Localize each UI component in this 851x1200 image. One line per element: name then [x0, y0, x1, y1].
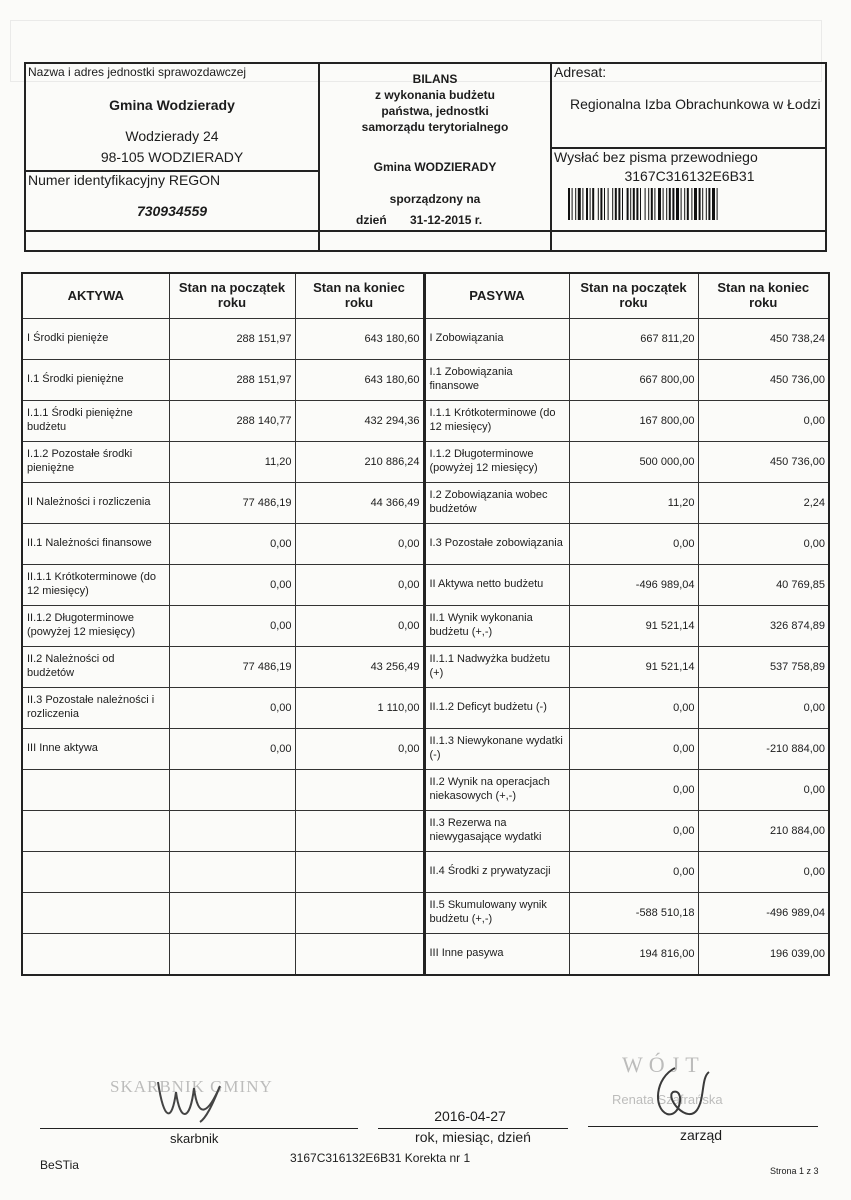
unit-name: Gmina Wodzierady: [109, 97, 235, 113]
asset-end-value: [295, 893, 424, 934]
assets-end-header: Stan na koniec roku: [295, 273, 424, 319]
day-label: dzień: [356, 213, 387, 227]
asset-label: [22, 852, 169, 893]
asset-label: II.2 Należności od budżetów: [22, 647, 169, 688]
asset-end-value: 210 886,24: [295, 442, 424, 483]
document-code: 3167C316132E6B31: [624, 168, 755, 184]
liability-start-value: -588 510,18: [569, 893, 698, 934]
barcode-bar: [640, 188, 641, 220]
liability-start-value: 194 816,00: [569, 934, 698, 976]
liability-end-value: 326 874,89: [698, 606, 829, 647]
liability-end-value: 210 884,00: [698, 811, 829, 852]
asset-start-value: 288 151,97: [169, 360, 295, 401]
barcode-bar: [717, 188, 718, 220]
barcode-bar: [604, 188, 605, 220]
liability-label: II.2 Wynik na operacjach niekasowych (+,-): [424, 770, 569, 811]
asset-label: III Inne aktywa: [22, 729, 169, 770]
barcode-bar: [706, 188, 707, 220]
barcode-bar: [598, 188, 599, 220]
liability-end-value: 2,24: [698, 483, 829, 524]
asset-label: [22, 934, 169, 976]
table-row: [22, 770, 829, 811]
barcode-bar: [633, 188, 635, 220]
report-subtitle-1: z wykonania budżetu: [374, 88, 495, 102]
liability-start-value: 0,00: [569, 729, 698, 770]
barcode-bar: [684, 188, 685, 220]
asset-label: I.1.1 Środki pieniężne budżetu: [22, 401, 169, 442]
table-row: [22, 606, 829, 647]
asset-end-value: 44 366,49: [295, 483, 424, 524]
asset-end-value: [295, 852, 424, 893]
barcode-bar: [672, 188, 674, 220]
treasurer-stamp: SKARBNIK GMINY: [110, 1077, 273, 1096]
asset-start-value: 77 486,19: [169, 483, 295, 524]
barcode-bar: [612, 188, 613, 220]
liability-start-value: 91 521,14: [569, 606, 698, 647]
liability-label: II.5 Skumulowany wynik budżetu (+,-): [424, 893, 569, 934]
treasurer-line: [40, 1128, 358, 1129]
unit-street: Wodzierady 24: [125, 128, 219, 144]
prepared-label: sporządzony na: [389, 192, 481, 206]
liability-start-value: 167 800,00: [569, 401, 698, 442]
table-row: [22, 893, 829, 934]
correction-code: 3167C316132E6B31 Korekta nr 1: [290, 1151, 471, 1165]
treasurer-label: skarbnik: [170, 1131, 219, 1146]
signature-date: 2016-04-27: [434, 1108, 506, 1124]
liability-label: I.1.1 Krótkoterminowe (do 12 miesięcy): [424, 401, 569, 442]
treasurer-signature: [150, 1062, 230, 1128]
asset-end-value: 0,00: [295, 565, 424, 606]
barcode-bar: [568, 188, 570, 220]
asset-end-value: 0,00: [295, 606, 424, 647]
asset-start-value: [169, 934, 295, 976]
mayor-stamp: WÓJT: [622, 1052, 705, 1077]
regon-label: Numer identyfikacyjny REGON: [28, 172, 221, 188]
table-row: [22, 729, 829, 770]
barcode-bar: [575, 188, 576, 220]
liabilities-end-header: Stan na koniec roku: [698, 273, 829, 319]
table-row: [22, 401, 829, 442]
asset-label: II.1.1 Krótkoterminowe (do 12 miesięcy): [22, 565, 169, 606]
liability-label: II.1.3 Niewykonane wydatki (-): [424, 729, 569, 770]
asset-start-value: [169, 852, 295, 893]
barcode-bar: [699, 188, 701, 220]
liability-start-value: -496 989,04: [569, 565, 698, 606]
liability-label: I.2 Zobowiązania wobec budżetów: [424, 483, 569, 524]
date-label: rok, miesiąc, dzień: [415, 1129, 531, 1145]
page-number: Strona 1 z 3: [770, 1166, 819, 1176]
liability-label: III Inne pasywa: [424, 934, 569, 976]
barcode-bar: [658, 188, 661, 220]
barcode-bar: [630, 188, 631, 220]
report-date: 31-12-2015 r.: [410, 213, 483, 227]
liability-end-value: 450 736,00: [698, 442, 829, 483]
barcode-bar: [691, 188, 692, 220]
table-row: [22, 360, 829, 401]
liability-label: I.3 Pozostałe zobowiązania: [424, 524, 569, 565]
barcode-bar: [694, 188, 697, 220]
assets-start-header: Stan na początek roku: [169, 273, 295, 319]
barcode-bar: [586, 188, 588, 220]
barcode-bar: [681, 188, 682, 220]
asset-label: I.1.2 Pozostałe środki pieniężne: [22, 442, 169, 483]
table-row: [22, 565, 829, 606]
table-row: [22, 934, 829, 976]
liability-end-value: 0,00: [698, 770, 829, 811]
liability-start-value: 0,00: [569, 811, 698, 852]
barcode-bar: [708, 188, 710, 220]
asset-start-value: 288 140,77: [169, 401, 295, 442]
asset-start-value: 0,00: [169, 688, 295, 729]
liability-label: I.1 Zobowiązania finansowe: [424, 360, 569, 401]
table-row: [22, 811, 829, 852]
liability-end-value: 450 736,00: [698, 360, 829, 401]
asset-label: [22, 893, 169, 934]
table-row: [22, 483, 829, 524]
asset-start-value: 11,20: [169, 442, 295, 483]
liability-end-value: 0,00: [698, 524, 829, 565]
asset-start-value: 0,00: [169, 565, 295, 606]
liability-end-value: 0,00: [698, 401, 829, 442]
table-row: [22, 524, 829, 565]
assets-header: AKTYWA: [22, 273, 169, 319]
unit-label: Nazwa i adres jednostki sprawozdawczej: [28, 65, 247, 79]
entity-name: Gmina WODZIERADY: [373, 160, 497, 174]
liability-start-value: 11,20: [569, 483, 698, 524]
addressee-name: Regionalna Izba Obrachunkowa w Łodzi: [570, 96, 821, 112]
barcode-bar: [666, 188, 667, 220]
report-subtitle-2: państwa, jednostki: [381, 104, 489, 118]
asset-label: I Środki pienięże: [22, 319, 169, 360]
asset-start-value: [169, 770, 295, 811]
liability-label: II.3 Rezerwa na niewygasające wydatki: [424, 811, 569, 852]
liability-label: I Zobowiązania: [424, 319, 569, 360]
liability-start-value: 667 800,00: [569, 360, 698, 401]
software-name: BeSTia: [40, 1158, 79, 1172]
barcode-bar: [663, 188, 664, 220]
liability-label: I.1.2 Długoterminowe (powyżej 12 miesięcy): [424, 442, 569, 483]
barcode-bar: [648, 188, 649, 220]
asset-end-value: 0,00: [295, 524, 424, 565]
liability-end-value: 40 769,85: [698, 565, 829, 606]
board-signature: [635, 1058, 715, 1128]
liability-label: II.1.2 Deficyt budżetu (-): [424, 688, 569, 729]
asset-end-value: 643 180,60: [295, 319, 424, 360]
asset-start-value: [169, 811, 295, 852]
asset-end-value: 0,00: [295, 729, 424, 770]
liability-start-value: 91 521,14: [569, 647, 698, 688]
barcode-bar: [592, 188, 594, 220]
barcode-bar: [636, 188, 638, 220]
unit-city: 98-105 WODZIERADY: [100, 149, 244, 165]
asset-start-value: 288 151,97: [169, 319, 295, 360]
liability-start-value: 667 811,20: [569, 319, 698, 360]
asset-end-value: [295, 934, 424, 976]
barcode: [568, 188, 812, 220]
liability-start-value: 500 000,00: [569, 442, 698, 483]
liability-start-value: 0,00: [569, 770, 698, 811]
liability-label: II.1.1 Nadwyżka budżetu (+): [424, 647, 569, 688]
header-divider-2: [550, 62, 552, 252]
asset-start-value: [169, 893, 295, 934]
asset-end-value: 432 294,36: [295, 401, 424, 442]
mayor-stamp-name: Renata Szafrańska: [612, 1092, 723, 1107]
send-note: Wysłać bez pisma przewodniego: [554, 149, 758, 165]
liability-end-value: -210 884,00: [698, 729, 829, 770]
liability-end-value: 450 738,24: [698, 319, 829, 360]
table-row: [22, 688, 829, 729]
barcode-bar: [651, 188, 653, 220]
liability-start-value: 0,00: [569, 688, 698, 729]
barcode-bar: [578, 188, 581, 220]
asset-start-value: 77 486,19: [169, 647, 295, 688]
liability-start-value: 0,00: [569, 852, 698, 893]
barcode-bar: [590, 188, 591, 220]
liability-end-value: 196 039,00: [698, 934, 829, 976]
barcode-bar: [582, 188, 583, 220]
asset-end-value: [295, 770, 424, 811]
asset-start-value: 0,00: [169, 729, 295, 770]
barcode-bar: [712, 188, 715, 220]
liabilities-header: PASYWA: [424, 273, 569, 319]
report-subtitle-3: samorządu terytorialnego: [361, 120, 509, 134]
liability-end-value: 0,00: [698, 852, 829, 893]
table-row: [22, 647, 829, 688]
report-title: BILANS: [412, 72, 458, 86]
liability-label: II Aktywa netto budżetu: [424, 565, 569, 606]
barcode-bar: [687, 188, 689, 220]
barcode-bar: [669, 188, 671, 220]
asset-end-value: 43 256,49: [295, 647, 424, 688]
asset-label: [22, 770, 169, 811]
liability-end-value: -496 989,04: [698, 893, 829, 934]
asset-start-value: 0,00: [169, 524, 295, 565]
table-row: [22, 852, 829, 893]
asset-end-value: 643 180,60: [295, 360, 424, 401]
barcode-bar: [676, 188, 679, 220]
asset-start-value: 0,00: [169, 606, 295, 647]
barcode-bar: [654, 188, 655, 220]
liabilities-start-header: Stan na początek roku: [569, 273, 698, 319]
barcode-bar: [615, 188, 617, 220]
asset-label: [22, 811, 169, 852]
barcode-bar: [608, 188, 609, 220]
regon-value: 730934559: [136, 203, 208, 219]
barcode-bar: [702, 188, 703, 220]
table-header-row: [22, 273, 829, 319]
balance-table: [21, 272, 830, 976]
asset-label: II.3 Pozostałe należności i rozliczenia: [22, 688, 169, 729]
barcode-bar: [627, 188, 629, 220]
barcode-bar: [572, 188, 573, 220]
asset-end-value: 1 110,00: [295, 688, 424, 729]
barcode-bar: [618, 188, 620, 220]
asset-label: II.1.2 Długoterminowe (powyżej 12 miesięcy): [22, 606, 169, 647]
header-bottom-rule: [24, 230, 827, 232]
addressee-label: Adresat:: [554, 64, 607, 80]
table-row: [22, 442, 829, 483]
barcode-bar: [645, 188, 646, 220]
barcode-bar: [622, 188, 623, 220]
liability-start-value: 0,00: [569, 524, 698, 565]
asset-end-value: [295, 811, 424, 852]
board-label: zarząd: [680, 1127, 723, 1143]
liability-end-value: 0,00: [698, 688, 829, 729]
asset-label: I.1 Środki pieniężne: [22, 360, 169, 401]
liability-end-value: 537 758,89: [698, 647, 829, 688]
asset-label: II.1 Należności finansowe: [22, 524, 169, 565]
liability-label: II.4 Środki z prywatyzacji: [424, 852, 569, 893]
liability-label: II.1 Wynik wykonania budżetu (+,-): [424, 606, 569, 647]
barcode-bar: [600, 188, 602, 220]
asset-label: II Należności i rozliczenia: [22, 483, 169, 524]
table-row: [22, 319, 829, 360]
